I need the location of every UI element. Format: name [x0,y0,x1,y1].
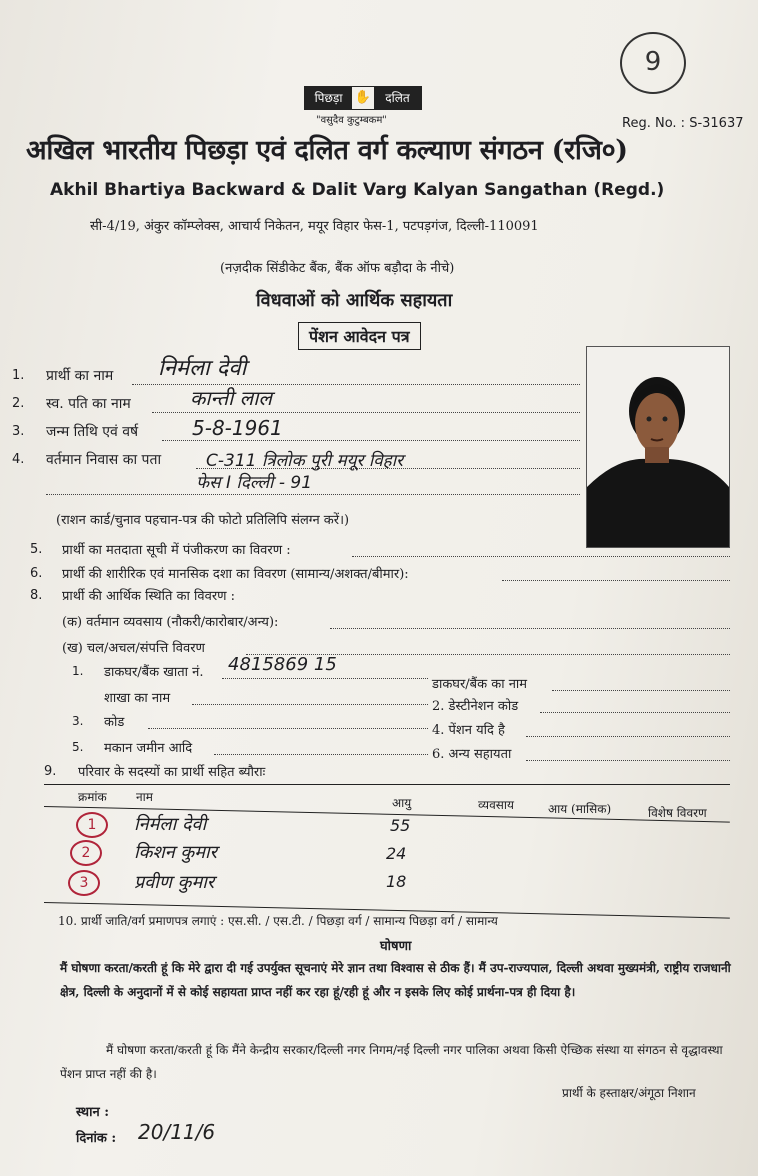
col-occupation: व्यवसाय [478,798,514,812]
org-logo [304,86,422,110]
q8a-label: (क) वर्तमान व्यवसाय (नौकरी/कारोबार/अन्य): [62,615,279,630]
date-value[interactable]: 20/11/6 [138,1120,216,1144]
org-address: सी-4/19, अंकुर कॉम्प्लेक्स, आचार्य निकेतन, मयूर विहार फेस-1, पटपड़गंज, दिल्ली-110091 [90,219,539,234]
q8-number: 8. [30,588,43,603]
col-age: आयु [392,796,412,810]
field-4-label: वर्तमान निवास का पता [46,452,162,468]
code-line [148,728,428,729]
field-4-line-2 [46,494,580,495]
field-4-value-2[interactable]: फेस I दिल्ली - 91 [196,473,313,493]
branch-label: शाखा का नाम [104,691,171,706]
row-2-age[interactable]: 24 [386,844,407,863]
q6-label: प्रार्थी की शारीरिक एवं मानसिक दशा का विवरण (सामान्य/अशक्त/बीमार): [62,567,409,582]
applicant-photo [586,346,730,548]
q8-label: प्रार्थी की आर्थिक स्थिति का विवरण : [62,589,236,604]
org-name-hindi: अखिल भारतीय पिछड़ा एवं दलित वर्ग कल्याण संगठन (रजि०) [26,135,628,166]
row-1-age[interactable]: 55 [390,816,411,835]
field-1-label: प्रार्थी का नाम [46,368,114,384]
q9-number: 9. [44,764,57,779]
field-3-label: जन्म तिथि एवं वर्ष [46,424,139,440]
bank-3-number: 3. [72,714,84,728]
destination-code-label: 2. डेस्टीनेशन कोड [432,699,519,714]
declaration-para-2: मैं घोषणा करता/करती हूं कि मैंने केन्द्रीय सरकार/दिल्ली नगर निगम/नई दिल्ली नगर पालिका अथवा किसी ऐच्छिक संस्था या संगठन से वृद्धावस्था पेंशन प्राप्त नहीं की है। [60,1043,723,1081]
q5-number: 5. [30,542,43,557]
col-income: आय (मासिक) [548,802,612,816]
bank-name-line [552,690,730,691]
field-3-value[interactable]: 5-8-1961 [192,416,283,440]
field-4-value[interactable]: C-311 त्रिलोक पुरी मयूर विहार [206,451,404,471]
applicant-photo-image [587,347,729,547]
field-1-value[interactable]: निर्मला देवी [158,356,247,381]
field-4-number: 4. [12,452,25,467]
q6-line [502,580,730,581]
other-assistance-line [526,760,730,761]
reg-number: Reg. No. : S-31637 [622,116,744,131]
col-remarks: विशेष विवरण [648,806,707,820]
pension-label: 4. पेंशन यदि है [432,723,505,738]
org-name-english: Akhil Bhartiya Backward & Dalit Varg Kalyan Sangathan (Regd.) [50,180,665,200]
branch-line [192,704,428,705]
row-2-serial-circle [70,840,102,866]
pension-line [526,736,730,737]
q8b-label: (ख) चल/अचल/संपत्ति विवरण [62,641,205,656]
handshake-icon: ✋ [354,90,372,105]
signature-label: प्रार्थी के हस्ताक्षर/अंगूठा निशान [562,1086,696,1100]
form-subtitle: पेंशन आवेदन पत्र [298,322,421,350]
q10-caste-certificate: 10. प्रार्थी जाति/वर्ग प्रमाणपत्र लगाएं : एस.सी. / एस.टी. / पिछड़ा वर्ग / सामान्य पिछड़ा वर्ग / सामान्य [58,914,498,928]
row-1-serial: 1 [87,817,97,833]
destination-code-line [540,712,730,713]
other-assistance-label: 6. अन्य सहायता [432,747,512,762]
ration-card-note: (राशन कार्ड/चुनाव पहचान-पत्र की फोटो प्रतिलिपि संलग्न करें।) [56,513,350,528]
form-number-circle [620,32,686,94]
bank-5-number: 5. [72,740,84,754]
form-number: 9 [644,47,662,77]
account-value[interactable]: 4815869 15 [228,654,337,675]
org-landmark: (नज़दीक सिंडीकेट बैंक, बैंक ऑफ बड़ौदा के नीचे) [220,261,455,276]
logo-left-text: पिछड़ा [305,87,352,109]
field-2-label: स्व. पति का नाम [46,396,131,412]
row-3-age[interactable]: 18 [386,872,407,891]
q8a-line [330,628,730,629]
field-2-value[interactable]: कान्ती लाल [190,386,272,410]
account-label: डाकघर/बैंक खाता नं. [104,665,204,680]
logo-motto: "वसुदैव कुटुम्बकम" [316,115,387,126]
col-name: नाम [136,790,153,804]
q6-number: 6. [30,566,43,581]
field-3-line [162,440,580,441]
row-3-serial: 3 [79,875,89,891]
form-title: विधवाओं को आर्थिक सहायता [256,290,453,311]
row-3-name[interactable]: प्रवीण कुमार [134,872,215,893]
code-label: कोड [104,715,125,730]
property-label: मकान जमीन आदि [104,741,193,756]
date-label: दिनांक : [76,1131,117,1146]
field-1-number: 1. [12,368,25,383]
bank-1-number: 1. [72,664,84,678]
row-3-serial-circle [68,870,100,896]
declaration-para-1: मैं घोषणा करता/करती हूं कि मेरे द्वारा दी गई उपर्युक्त सूचनाएं मेरे ज्ञान तथा विश्वास से ठीक हैं। मैं उप-राज्यपाल, दिल्ली अथवा मुख्यमंत्री, राष्ट्रीय राजधानी क्षेत्र, दिल्ली के अनुदानों में से कोई सहायता प्राप्त नहीं कर रहा हूं/रही हूं और न इसके लिए कोई प्रार्थना-पत्र ही दिया है। [60,961,731,999]
q9-label: परिवार के सदस्यों का प्रार्थी सहित ब्यौराः [78,765,266,780]
q5-line [352,556,730,557]
logo-right-text: दलित [374,87,421,109]
row-1-name[interactable]: निर्मला देवी [134,814,207,835]
bank-name-label: डाकघर/बैंक का नाम [432,677,528,692]
field-2-line [152,412,580,413]
field-3-number: 3. [12,424,25,439]
place-label: स्थान : [76,1105,110,1120]
row-1-serial-circle [76,812,108,838]
col-serial: क्रमांक [78,790,107,804]
property-line [214,754,428,755]
row-2-name[interactable]: किशन कुमार [134,842,218,863]
field-2-number: 2. [12,396,25,411]
q5-label: प्रार्थी का मतदाता सूची में पंजीकरण का विवरण : [62,543,291,558]
declaration-heading: घोषणा [380,939,412,954]
account-line [222,678,428,679]
table-top-line [44,784,730,785]
row-2-serial: 2 [81,845,91,861]
